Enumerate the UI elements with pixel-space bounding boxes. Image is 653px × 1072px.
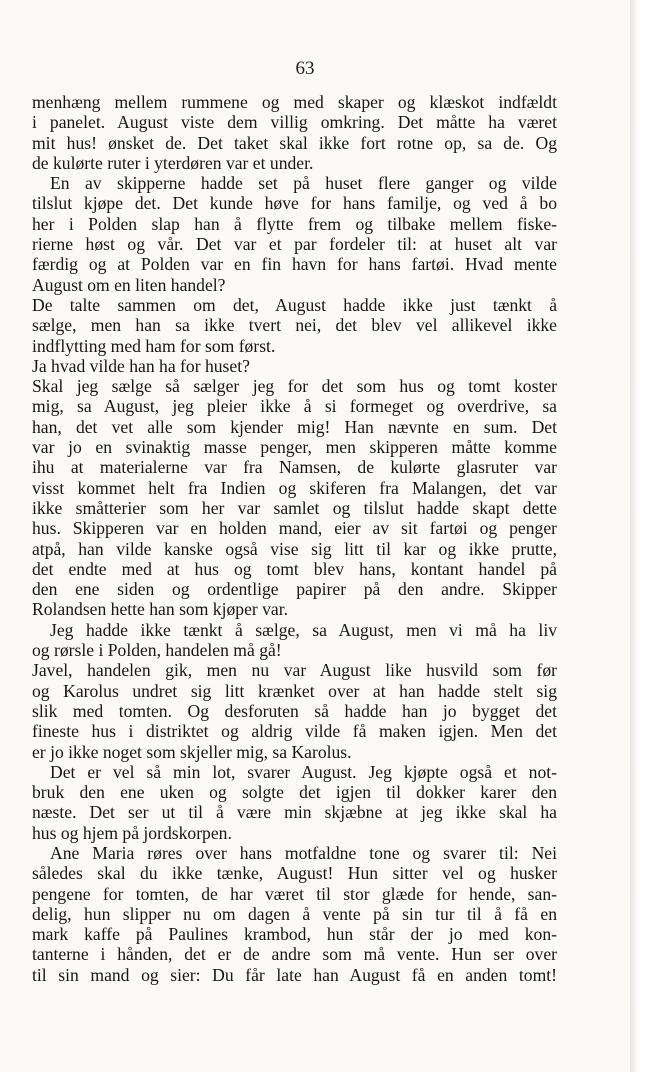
text-line: var jo en svinaktig masse penger, men skipperen måtte komme [32, 437, 557, 458]
text-line: tanterne i hånden, det er de andre som må vente. Hun ser over [32, 944, 557, 965]
text-line: En av skipperne hadde set på huset flere ganger og vilde [50, 173, 557, 194]
text-line: fineste hus i distriktet og aldrig vilde få maken igjen. Men det [32, 721, 557, 742]
text-line: indflytting med ham for som først. [32, 335, 276, 356]
text-line: rierne høst og vår. Det var et par fordeler til: at huset alt var [32, 234, 557, 255]
text-line: her i Polden slap han å flytte frem og tilbake mellem fiske- [32, 213, 557, 234]
text-line: Ja hvad vilde han ha for huset? [32, 355, 250, 376]
text-line: mig, sa August, jeg pleier ikke å si formeget og overdrive, sa [32, 396, 557, 417]
text-line: Rolandsen hette han som kjøper var. [32, 599, 289, 620]
text-line: atpå, han vilde kanske også vise sig litt til kar og ikke prutte, [32, 538, 557, 559]
text-line: i panelet. August viste dem villig omkring. Det måtte ha været [32, 112, 557, 133]
text-line: de kulørte ruter i yterdøren var et under. [32, 152, 314, 173]
text-line: delig, hun slipper nu om dagen å vente på sin tur til å få en [32, 903, 557, 924]
text-line: mit hus! ønsket de. Det taket skal ikke fort rotne op, sa de. Og [32, 132, 557, 153]
text-line: Javel, handelen gik, men nu var August like husvild som før [32, 660, 557, 681]
text-line: August om en liten handel? [32, 274, 226, 295]
text-line: den ene siden og ordentlige papirer på den andre. Skipper [32, 579, 557, 600]
text-line: færdig og at Polden var en fin havn for hans fartøi. Hvad mente [32, 254, 557, 275]
text-line: ikke småtterier som her var samlet og tilslut hadde skapt dette [32, 497, 557, 518]
text-line: Skal jeg sælge så sælger jeg for det som hus og tomt koster [32, 376, 557, 397]
text-line: De talte sammen om det, August hadde ikke just tænkt å [32, 294, 557, 315]
text-line: menhæng mellem rummene og med skaper og klæskot indfældt [32, 92, 557, 112]
text-line: således skal du ikke tænke, August! Hun sitter vel og husker [32, 863, 557, 884]
text-line: hus og hjem på jordskorpen. [32, 822, 232, 843]
text-line: sælge, men han sa ikke tvert nei, det blev vel allikevel ikke [32, 315, 557, 336]
text-line: og rørsle i Polden, handelen må gå! [32, 640, 282, 661]
text-line: hus. Skipperen var en holden mand, eier av sit fartøi og penger [32, 518, 557, 539]
text-line: slik med tomten. Og desforuten så hadde han jo bygget det [32, 700, 557, 721]
text-line: bruk den ene uken og solgte det igjen til dokker karer den [32, 782, 557, 803]
text-line: til sin mand og sier: Du får late han August få en anden tomt! [32, 964, 557, 985]
text-line: tilslut kjøpe det. Det kunde høve for hans familje, og ved å bo [32, 193, 557, 214]
text-line: ihu at materialerne var fra Namsen, de kulørte glasruter var [32, 457, 557, 478]
page-number: 63 [295, 58, 315, 79]
text-line: han, det vet alle som kjender mig! Han nævnte en sum. Det [32, 416, 557, 437]
text-line: Jeg hadde ikke tænkt å sælge, sa August, men vi må ha liv [50, 619, 557, 640]
text-line: og Karolus undret sig litt krænket over at han hadde stelt sig [32, 680, 557, 701]
text-line: det endte med at hus og tomt blev hans, kontant handel på [32, 558, 557, 579]
text-line: er jo ikke noget som skjeller mig, sa Karolus. [32, 741, 352, 762]
text-line: visst kommet helt fra Indien og skiferen fra Malangen, det var [32, 477, 557, 498]
page-edge-shadow [630, 0, 638, 1072]
body-text [32, 92, 557, 985]
text-line: Ane Maria røres over hans motfaldne tone og svarer til: Nei [50, 842, 557, 863]
text-line: Det er vel så min lot, svarer August. Jeg kjøpte også et not- [50, 761, 557, 782]
text-line: næste. Det ser ut til å være min skjæbne at jeg ikke skal ha [32, 802, 557, 823]
text-line: mark kaffe på Paulines krambod, hun står der jo med kon- [32, 924, 557, 945]
text-line: pengene for tomten, de har været til stor glæde for hende, san- [32, 883, 557, 904]
